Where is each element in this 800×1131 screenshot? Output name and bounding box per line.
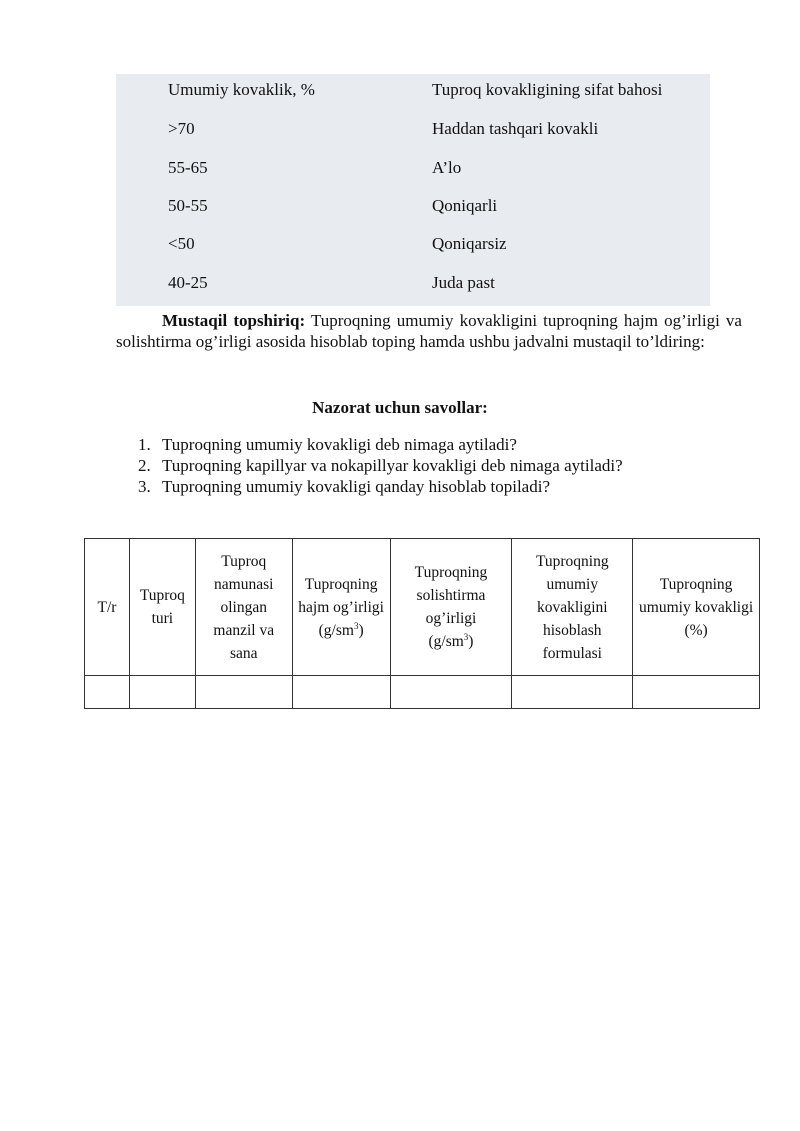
list-item — [138, 434, 623, 455]
rating-range: <50 — [168, 234, 195, 253]
rating-label: Qoniqarsiz — [432, 234, 507, 253]
rating-row — [116, 114, 710, 144]
empty-cell[interactable] — [129, 676, 195, 709]
volume-weight-label: Tuproqning hajm og’irligi — [298, 575, 384, 616]
question-number: 2. — [138, 456, 151, 475]
empty-cell[interactable] — [85, 676, 130, 709]
empty-cell[interactable] — [633, 676, 760, 709]
rating-range: 55-65 — [168, 158, 208, 177]
questions-title: Nazorat uchun savollar: — [312, 398, 488, 417]
empty-cell[interactable] — [512, 676, 633, 709]
unit-exponent: 3 — [353, 620, 359, 631]
rating-label: Haddan tashqari kovakli — [432, 119, 599, 138]
rating-range: 50-55 — [168, 196, 208, 215]
header-specific-weight — [390, 539, 512, 676]
empty-cell[interactable] — [292, 676, 390, 709]
rating-table-header — [116, 75, 710, 105]
table-row — [85, 676, 760, 709]
header-formula: Tuproqning umumiy kovakligini hisoblash formulasi — [512, 539, 633, 676]
unit-exponent: 3 — [463, 631, 469, 642]
specific-weight-label: Tuproqning solishtirma og’irligi — [414, 564, 488, 627]
list-item — [138, 476, 623, 497]
header-soil-type: Tuproq turi — [129, 539, 195, 676]
volume-weight-unit: (g/sm — [318, 621, 354, 639]
task-text: Tuproqning umumiy kovakligini tuproqning hajm og’irligi va solishtirma og’irligi asosida hisoblab toping hamda ushbu jadvalni mustaqil to’ldiring: — [116, 311, 742, 351]
question-text: Tuproqning umumiy kovakligi deb nimaga aytiladi? — [162, 435, 517, 454]
rating-row — [116, 153, 710, 183]
specific-weight-unit: (g/sm — [428, 633, 464, 650]
header-total-porosity-percent: Tuproqning umumiy kovakligi (%) — [633, 539, 760, 676]
question-number: 3. — [138, 477, 151, 496]
header-volume-weight — [292, 539, 390, 676]
questions-list — [138, 434, 623, 497]
empty-cell[interactable] — [390, 676, 512, 709]
header-total-porosity: Umumiy kovaklik, % — [168, 80, 315, 99]
rating-row — [116, 229, 710, 259]
rating-label: A’lo — [432, 158, 462, 177]
unit-close: ) — [358, 621, 364, 639]
question-number: 1. — [138, 435, 151, 454]
header-tr: T/r — [85, 539, 130, 676]
empty-cell[interactable] — [195, 676, 292, 709]
rating-label: Juda past — [432, 273, 495, 292]
list-item — [138, 455, 623, 476]
header-sample-location-date: Tuproq namunasi olingan manzil va sana — [195, 539, 292, 676]
rating-range: 40-25 — [168, 273, 208, 292]
porosity-rating-table — [116, 74, 710, 306]
header-quality-rating: Tuproq kovakligining sifat bahosi — [432, 80, 663, 99]
task-label: Mustaqil topshiriq: — [162, 311, 306, 330]
question-text: Tuproqning umumiy kovakligi qanday hisoblab topiladi? — [162, 477, 550, 496]
rating-row — [116, 268, 710, 298]
rating-label: Qoniqarli — [432, 196, 498, 215]
rating-range: >70 — [168, 119, 195, 138]
table-header-row — [85, 539, 760, 676]
unit-close: ) — [468, 633, 474, 650]
blank-porosity-table — [84, 538, 760, 709]
question-text: Tuproqning kapillyar va nokapillyar kovakligi deb nimaga aytiladi? — [162, 456, 623, 475]
independent-task-paragraph — [116, 310, 742, 352]
rating-row — [116, 191, 710, 221]
